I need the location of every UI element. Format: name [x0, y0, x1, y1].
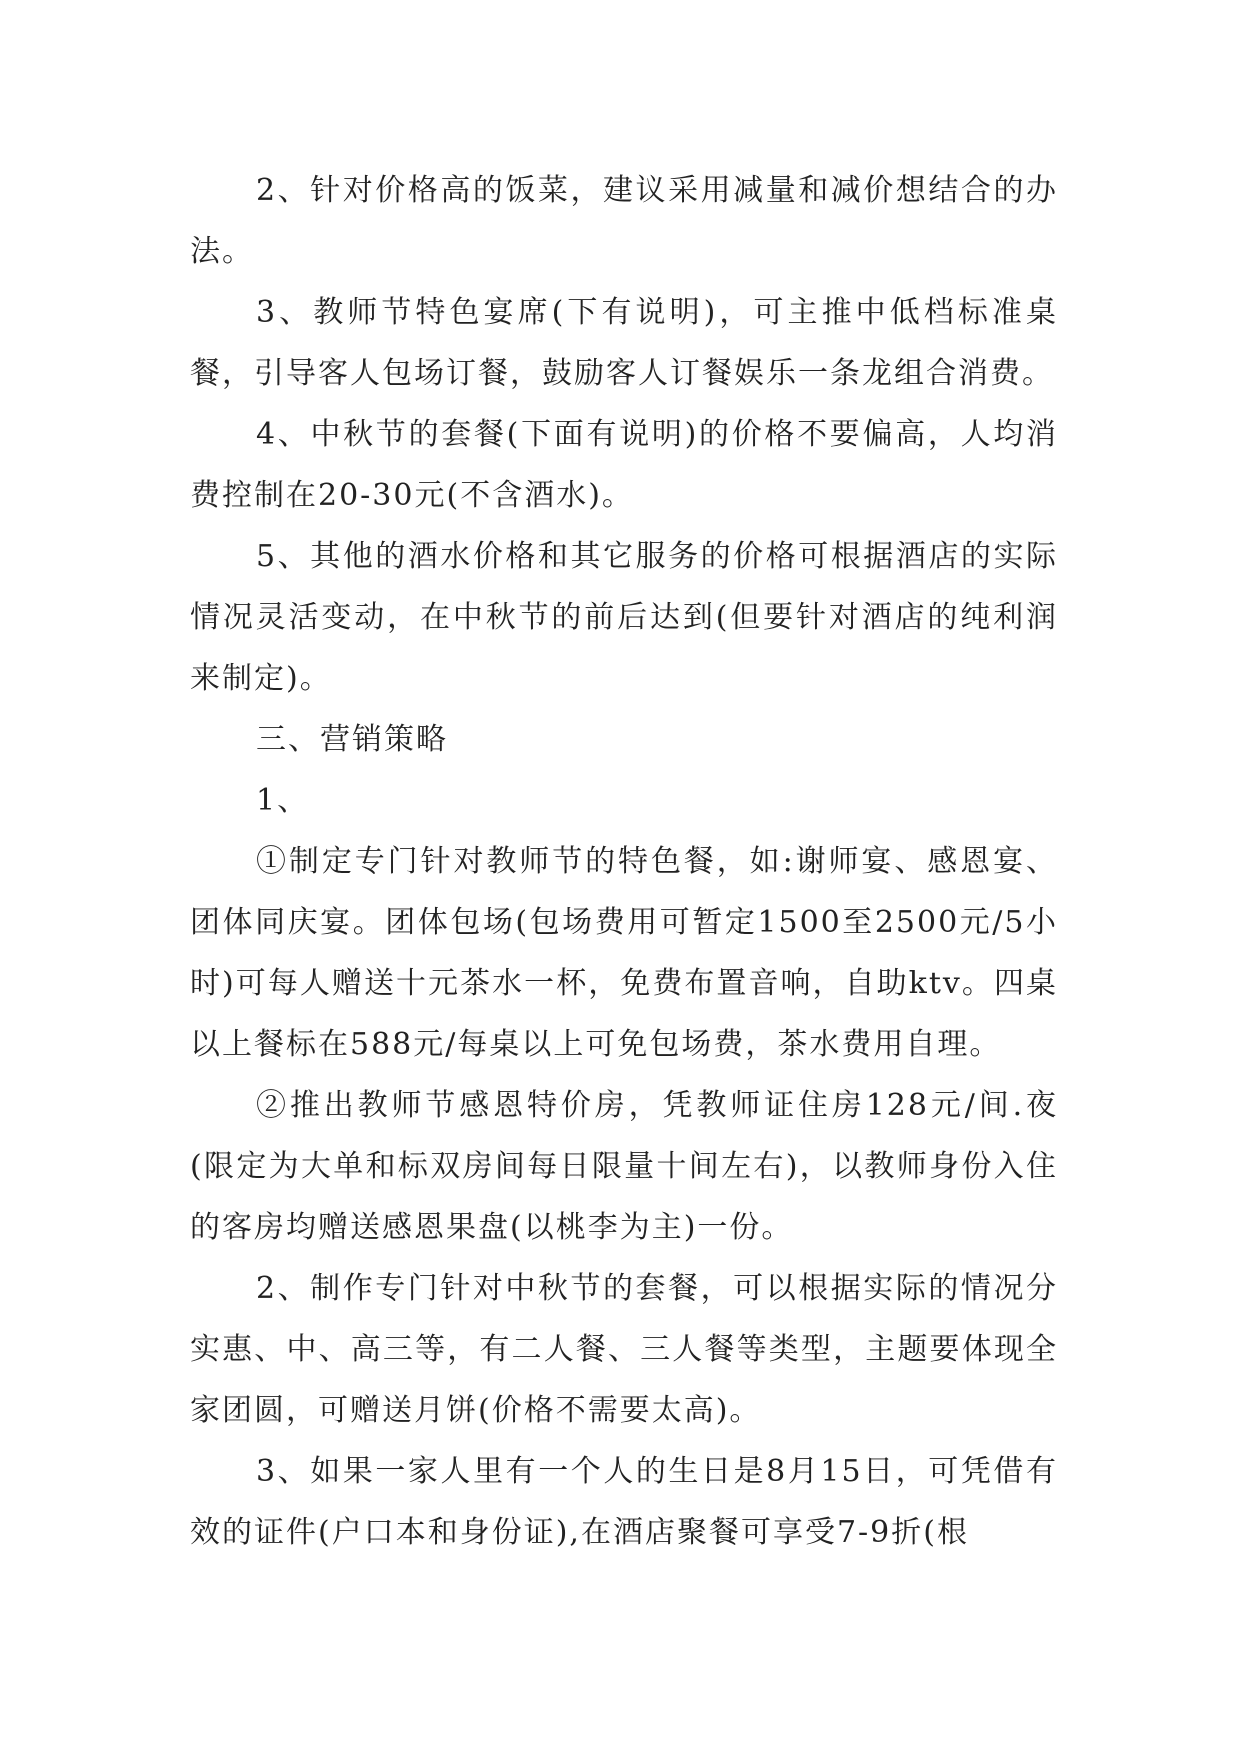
- section-heading-marketing-strategy: 三、营销策略: [256, 722, 448, 757]
- paragraph-item-4-mid-autumn-set-meal: 4、中秋节的套餐(下面有说明)的价格不要偏高，人均消费控制在20-30元(不含酒水)。: [190, 417, 1058, 513]
- strategy-item-1-label: 1、: [256, 783, 310, 818]
- strategy-subitem-teachers-day-meal: ①制定专门针对教师节的特色餐，如:谢师宴、感恩宴、团体同庆宴。团体包场(包场费用可暂定1500至2500元/5小时)可每人赠送十元茶水一杯，免费布置音响，自助ktv。四桌以上餐标在588元/每桌以上可免包场费，茶水费用自理。: [190, 844, 1058, 1062]
- paragraph-item-5-drink-prices: 5、其他的酒水价格和其它服务的价格可根据酒店的实际情况灵活变动，在中秋节的前后达到(但要针对酒店的纯利润来制定)。: [190, 539, 1058, 696]
- strategy-item-2-mid-autumn-package: 2、制作专门针对中秋节的套餐，可以根据实际的情况分实惠、中、高三等，有二人餐、三人餐等类型，主题要体现全家团圆，可赠送月饼(价格不需要太高)。: [190, 1271, 1058, 1428]
- strategy-item-3-birthday-discount: 3、如果一家人里有一个人的生日是8月15日，可凭借有效的证件(户口本和身份证),在酒店聚餐可享受7-9折(根: [190, 1454, 1058, 1550]
- paragraph-item-2-dishes: 2、针对价格高的饭菜，建议采用减量和减价想结合的办法。: [190, 173, 1058, 269]
- document-body: [190, 160, 1058, 1563]
- paragraph-item-3-teachers-day-banquet: 3、教师节特色宴席(下有说明)，可主推中低档标准桌餐，引导客人包场订餐，鼓励客人订餐娱乐一条龙组合消费。: [190, 295, 1058, 391]
- strategy-subitem-teachers-day-room: ②推出教师节感恩特价房，凭教师证住房128元/间.夜(限定为大单和标双房间每日限量十间左右)，以教师身份入住的客房均赠送感恩果盘(以桃李为主)一份。: [190, 1088, 1058, 1245]
